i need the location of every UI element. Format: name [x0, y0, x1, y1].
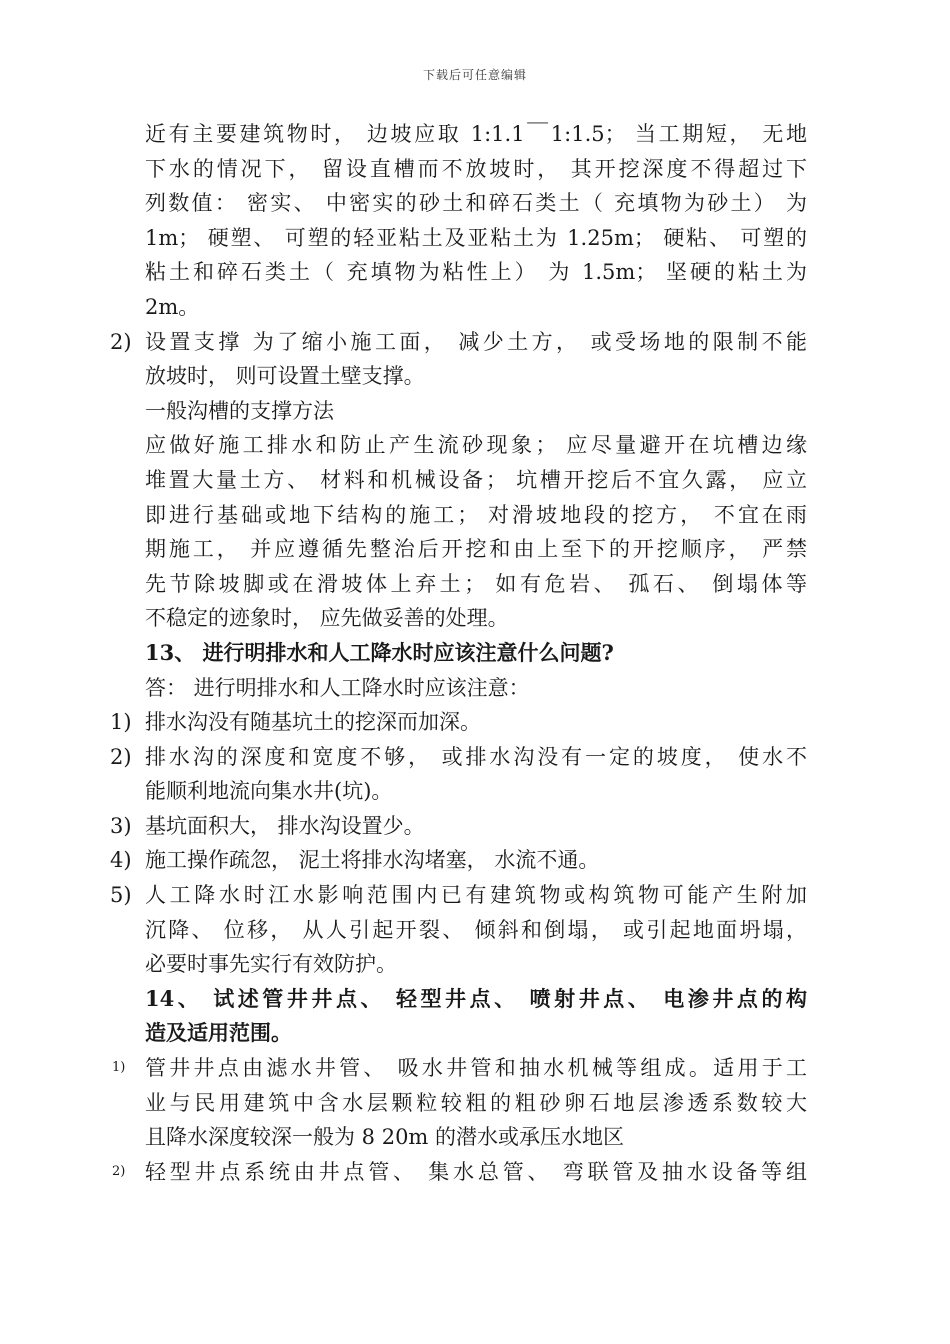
line-text: 应做好施工排水和防止产生流砂现象； 应尽量避开在坑槽边缘	[145, 433, 807, 458]
text-line	[0, 671, 950, 706]
text-line	[0, 498, 950, 533]
line-text: 1m； 硬塑、 可塑的轻亚粘土及亚粘土为 1.25m； 硬粘、 可塑的	[145, 225, 807, 250]
list-number: 2)	[112, 1163, 126, 1179]
line-text: 期施工， 并应遵循先整治后开挖和由上至下的开挖顺序， 严禁	[145, 537, 807, 562]
line-text: 2m。	[145, 294, 200, 319]
text-line	[0, 1016, 950, 1051]
text-line	[0, 601, 950, 636]
text-line	[0, 394, 950, 429]
text-line	[0, 186, 950, 221]
document-body	[0, 117, 950, 1189]
text-line	[0, 1120, 950, 1155]
line-text: 业与民用建筑中含水层颗粒较粗的粗砂卵石地层渗透系数较大	[145, 1090, 807, 1115]
line-text: 先节除坡脚或在滑坡体上弃土； 如有危岩、 孤石、 倒塌体等	[145, 571, 807, 596]
list-number: 1)	[112, 1060, 126, 1076]
list-number: 1)	[110, 710, 132, 735]
page-header: 下载后可任意编辑	[422, 68, 527, 82]
text-line	[0, 152, 950, 187]
text-line	[0, 1086, 950, 1121]
line-text: 排水沟的深度和宽度不够， 或排水沟没有一定的坡度， 使水不	[145, 744, 807, 769]
text-line	[0, 1051, 950, 1086]
text-line	[0, 878, 950, 913]
text-line	[0, 325, 950, 360]
line-text: 放坡时， 则可设置土壁支撑。	[145, 364, 425, 389]
line-text: 即进行基础或地下结构的施工； 对滑坡地段的挖方， 不宜在雨	[145, 502, 807, 527]
line-text: 必要时事先实行有效防护。	[145, 952, 397, 977]
line-text: 近有主要建筑物时， 边坡应取 1:1.1￣1:1.5； 当工期短， 无地	[145, 122, 807, 146]
line-text: 13、 进行明排水和人工降水时应该注意什么问题?	[145, 639, 614, 665]
text-line	[0, 913, 950, 948]
list-number: 2)	[110, 329, 132, 354]
text-line	[0, 774, 950, 809]
line-text: 轻型井点系统由井点管、 集水总管、 弯联管及抽水设备等组	[145, 1159, 807, 1184]
text-line	[0, 117, 950, 152]
line-text: 能顺利地流向集水井(坑)。	[145, 779, 393, 804]
text-line	[0, 359, 950, 394]
line-text: 施工操作疏忽， 泥土将排水沟堵塞， 水流不通。	[145, 848, 600, 873]
text-line	[0, 1155, 950, 1190]
line-text: 列数值： 密实、 中密实的砂土和碎石类土（ 充填物为砂土） 为	[145, 191, 807, 216]
text-line	[0, 290, 950, 325]
text-line	[0, 255, 950, 290]
line-text: 一般沟槽的支撑方法	[145, 398, 334, 423]
line-text: 设置支撑 为了缩小施工面， 减少土方， 或受场地的限制不能	[145, 329, 807, 354]
line-text: 下水的情况下， 留设直槽而不放坡时， 其开挖深度不得超过下	[145, 156, 807, 181]
text-line	[0, 740, 950, 775]
line-text: 不稳定的迹象时， 应先做妥善的处理。	[145, 606, 509, 631]
text-line	[0, 636, 950, 671]
list-number: 2)	[110, 744, 132, 769]
text-line	[0, 567, 950, 602]
text-line	[0, 843, 950, 878]
list-number: 5)	[110, 883, 132, 908]
line-text: 且降水深度较深一般为 8 20m 的潜水或承压水地区	[145, 1125, 625, 1150]
text-line	[0, 532, 950, 567]
line-text: 基坑面积大， 排水沟设置少。	[145, 813, 425, 838]
line-text: 沉降、 位移， 从人引起开裂、 倾斜和倒塌， 或引起地面坍塌，	[145, 917, 807, 942]
line-text: 排水沟没有随基坑土的挖深而加深。	[145, 710, 481, 735]
line-text: 粘土和碎石类土（ 充填物为粘性上） 为 1.5m； 坚硬的粘土为	[145, 260, 807, 285]
text-line	[0, 463, 950, 498]
text-line	[0, 982, 950, 1017]
line-text: 答： 进行明排水和人工降水时应该注意：	[145, 675, 530, 700]
text-line	[0, 221, 950, 256]
text-line	[0, 705, 950, 740]
line-text: 14、 试述管井井点、 轻型井点、 喷射井点、 电渗井点的构	[145, 985, 807, 1011]
text-line	[0, 809, 950, 844]
text-line	[0, 428, 950, 463]
line-text: 造及适用范围。	[145, 1020, 292, 1046]
line-text: 人工降水时江水影响范围内已有建筑物或构筑物可能产生附加	[145, 883, 807, 908]
list-number: 4)	[110, 848, 132, 873]
line-text: 管井井点由滤水井管、 吸水井管和抽水机械等组成。适用于工	[145, 1056, 807, 1081]
line-text: 堆置大量土方、 材料和机械设备； 坑槽开挖后不宜久露， 应立	[145, 467, 807, 492]
text-line	[0, 947, 950, 982]
list-number: 3)	[110, 813, 132, 838]
